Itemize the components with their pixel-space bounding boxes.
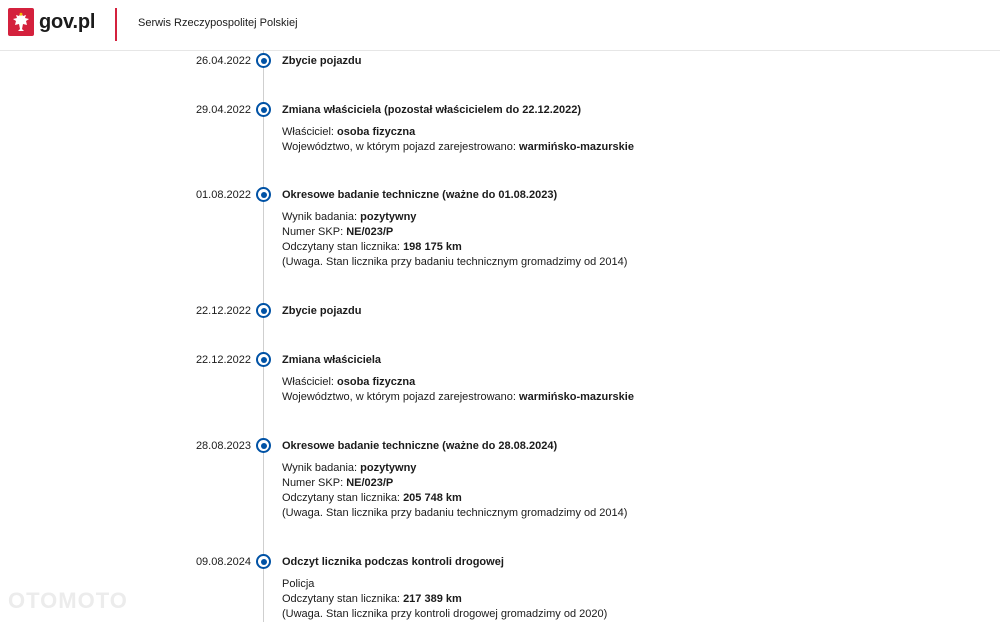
- timeline-dot-icon: [256, 102, 271, 117]
- header-divider: [115, 8, 117, 41]
- detail-value: 217 389 km: [403, 593, 462, 605]
- detail-line: [282, 506, 627, 521]
- detail-value: osoba fizyczna: [337, 376, 416, 388]
- event-title: Zmiana właściciela: [282, 354, 382, 366]
- timeline-dot-icon: [256, 554, 271, 569]
- detail-label: Odczytany stan licznika:: [282, 593, 404, 605]
- timeline-dot-icon: [256, 352, 271, 367]
- detail-line: [282, 225, 627, 240]
- event-title: Odczyt licznika podczas kontroli drogowej: [282, 556, 504, 568]
- detail-label: (Uwaga. Stan licznika przy kontroli drogowej gromadzimy od 2020): [282, 608, 608, 620]
- event-date: 01.08.2022: [195, 189, 251, 201]
- event-title: Zbycie pojazdu: [282, 55, 362, 67]
- timeline-dot-icon: [256, 53, 271, 68]
- timeline-dot-icon: [256, 438, 271, 453]
- detail-label: Właściciel:: [282, 376, 338, 388]
- watermark: OTOMOTO: [8, 588, 128, 613]
- event-date: 28.08.2023: [195, 440, 251, 452]
- detail-line: [282, 491, 627, 506]
- event-date: 22.12.2022: [195, 354, 251, 366]
- detail-line: [282, 577, 607, 592]
- detail-label: Wynik badania:: [282, 462, 361, 474]
- detail-value: 205 748 km: [403, 492, 462, 504]
- event-title: Okresowe badanie techniczne (ważne do 01.08.2023): [282, 189, 558, 201]
- detail-label: Numer SKP:: [282, 226, 347, 238]
- detail-label: Odczytany stan licznika:: [282, 492, 404, 504]
- event-title: Okresowe badanie techniczne (ważne do 28.08.2024): [282, 440, 558, 452]
- detail-line: [282, 125, 634, 140]
- detail-line: [282, 592, 607, 607]
- detail-value: pozytywny: [360, 211, 417, 223]
- detail-value: warmińsko-mazurskie: [519, 141, 634, 153]
- detail-label: Odczytany stan licznika:: [282, 241, 404, 253]
- event-details: [282, 375, 634, 405]
- eagle-emblem-icon: [8, 8, 34, 36]
- timeline-dot-icon: [256, 187, 271, 202]
- detail-label: (Uwaga. Stan licznika przy badaniu technicznym gromadzimy od 2014): [282, 256, 628, 268]
- gov-pl-logo[interactable]: [8, 8, 95, 36]
- detail-line: [282, 476, 627, 491]
- detail-line: [282, 461, 627, 476]
- detail-label: Województwo, w którym pojazd zarejestrowano:: [282, 141, 520, 153]
- detail-label: Policja: [282, 578, 315, 590]
- event-details: [282, 461, 627, 521]
- detail-label: (Uwaga. Stan licznika przy badaniu technicznym gromadzimy od 2014): [282, 507, 628, 519]
- detail-line: [282, 140, 634, 155]
- event-date: 29.04.2022: [195, 104, 251, 116]
- detail-label: Wynik badania:: [282, 211, 361, 223]
- event-date: 26.04.2022: [195, 55, 251, 67]
- site-header: [0, 0, 1000, 51]
- detail-line: [282, 240, 627, 255]
- detail-value: pozytywny: [360, 462, 417, 474]
- detail-line: [282, 390, 634, 405]
- detail-line: [282, 210, 627, 225]
- logo-text: gov.pl: [39, 10, 96, 33]
- event-date: 22.12.2022: [195, 305, 251, 317]
- detail-value: NE/023/P: [346, 226, 394, 238]
- detail-value: warmińsko-mazurskie: [519, 391, 634, 403]
- event-details: [282, 577, 607, 622]
- detail-value: 198 175 km: [403, 241, 462, 253]
- detail-line: [282, 375, 634, 390]
- timeline-dot-icon: [256, 303, 271, 318]
- detail-label: Województwo, w którym pojazd zarejestrowano:: [282, 391, 520, 403]
- detail-line: [282, 607, 607, 622]
- detail-label: Właściciel:: [282, 126, 338, 138]
- event-title: Zmiana właściciela (pozostał właścicielem do 22.12.2022): [282, 104, 581, 116]
- detail-value: NE/023/P: [346, 477, 394, 489]
- service-name: Serwis Rzeczypospolitej Polskiej: [138, 17, 298, 29]
- event-details: [282, 125, 634, 155]
- event-title: Zbycie pojazdu: [282, 305, 362, 317]
- detail-line: [282, 255, 627, 270]
- event-details: [282, 210, 627, 270]
- detail-value: osoba fizyczna: [337, 126, 416, 138]
- detail-label: Numer SKP:: [282, 477, 347, 489]
- event-date: 09.08.2024: [195, 556, 251, 568]
- timeline-line: [263, 50, 264, 622]
